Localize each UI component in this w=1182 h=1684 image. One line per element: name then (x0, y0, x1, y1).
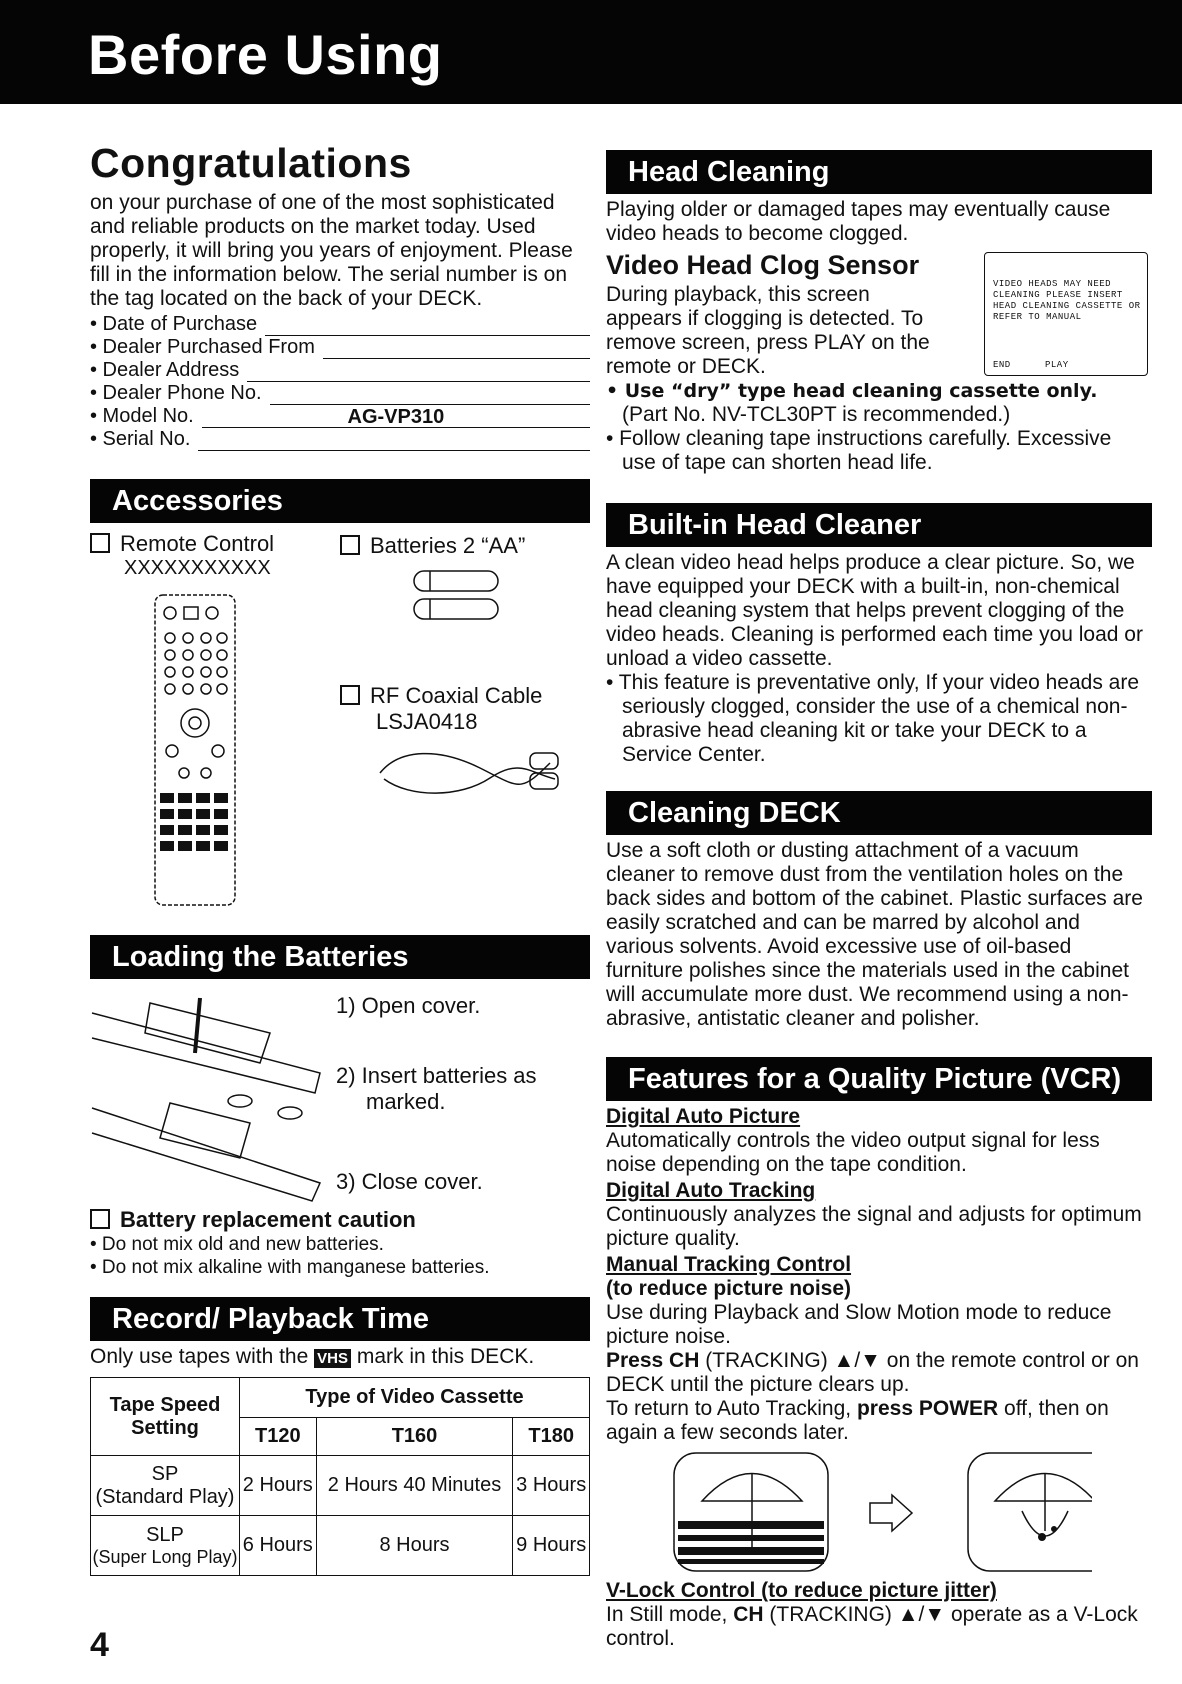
batteries-icon (410, 567, 510, 627)
table-row (91, 1456, 590, 1516)
remote-battery-cover-illustration (90, 983, 340, 1203)
speed-sub: (Standard Play) (95, 1485, 235, 1508)
builtin-text: A clean video head helps produce a clear picture. So, we have equipped your DECK with a built-in, non-chemical head cleaning system that helps prevent clogging of the video heads. Cleaning is performed each time you load or unload a video cassette. (606, 551, 1143, 670)
date-label: • Date of Purchase (90, 313, 258, 335)
features-header: Features for a Quality Picture (VCR) (606, 1057, 1152, 1101)
step-close-cover: 3) Close cover. (336, 1169, 483, 1194)
dealer-phone-label: • Dealer Phone No. (90, 382, 262, 404)
dap-text: Automatically controls the video output signal for less noise depending on the tape condition. (606, 1129, 1100, 1176)
caution-title-text: Battery replacement caution (120, 1207, 416, 1232)
cleaning-header: Cleaning DECK (606, 791, 1152, 835)
return-auto-text (606, 1397, 1152, 1445)
time-cell: 8 Hours (316, 1516, 513, 1576)
model-value: AG-VP310 (202, 408, 590, 428)
accessories-section (90, 523, 590, 933)
tape-t180: T180 (513, 1418, 590, 1456)
cable-label: RF Coaxial Cable (370, 683, 543, 708)
return-b: off, then on again a few seconds later. (606, 1397, 1109, 1444)
vlock-b: (TRACKING) ▲/▼ operate as a V-Lock control. (606, 1603, 1138, 1650)
dat-title: Digital Auto Tracking (606, 1179, 816, 1202)
dry-cassette-bullet: • Use “dry” type head cleaning cassette only. (606, 380, 1098, 402)
umbrella-noise-icon (672, 1451, 1092, 1575)
step-open-cover: 1) Open cover. (336, 993, 481, 1018)
follow-instructions-bullet: • Follow cleaning tape instructions carefully. Excessive use of tape can shorten head life. (606, 427, 1112, 474)
cable-item (340, 683, 542, 709)
cable-part-number: LSJA0418 (376, 709, 478, 734)
mtc-title: Manual Tracking Control (606, 1253, 852, 1276)
checkbox-icon (340, 685, 360, 705)
dap-title: Digital Auto Picture (606, 1105, 801, 1128)
record-intro-a: Only use tapes with the (90, 1345, 309, 1368)
page-number: 4 (90, 1626, 109, 1664)
table-row (91, 1516, 590, 1576)
vhs-logo: VHS (314, 1349, 351, 1368)
batteries-label: Batteries 2 “AA” (370, 533, 526, 558)
left-column (90, 140, 590, 1576)
speed-cell (91, 1516, 240, 1576)
col-tape-speed: Tape Speed Setting (91, 1378, 240, 1456)
time-cell: 2 Hours (240, 1456, 317, 1516)
accessories-header: Accessories (90, 479, 590, 523)
tape-t120: T120 (240, 1418, 317, 1456)
dealer-address-label: • Dealer Address (90, 359, 240, 381)
dealer-address-line (247, 362, 590, 382)
step-insert-batteries-cont: marked. (366, 1089, 446, 1114)
head-cleaning-intro: Playing older or damaged tapes may eventually cause video heads to become clogged. (606, 198, 1111, 245)
serial-line (198, 431, 590, 451)
screen-end: END (993, 360, 1011, 370)
remote-item (90, 531, 274, 557)
model-label: • Model No. (90, 405, 194, 427)
sensor-text: During playback, this screen appears if clogging is detected. To remove screen, press PLAY on the remote or DECK. (606, 283, 930, 378)
vlock-ch: CH (733, 1603, 764, 1626)
col-type-cassette: Type of Video Cassette (240, 1378, 590, 1418)
caution-item: • Do not mix old and new batteries. (90, 1234, 384, 1255)
dealer-from-line (323, 339, 590, 359)
registration-form (90, 313, 590, 451)
remote-control-icon (150, 593, 240, 913)
tracking-illustration (606, 1445, 1152, 1579)
remote-part-number: XXXXXXXXXXX (124, 557, 271, 579)
header-banner (0, 0, 1182, 104)
builtin-header: Built-in Head Cleaner (606, 503, 1152, 547)
mtc-text: Use during Playback and Slow Motion mode to reduce picture noise. (606, 1301, 1112, 1348)
builtin-bullet: • This feature is preventative only, If your video heads are seriously clogged, consider the use of a chemical non-abrasive head cleaning kit or take your DECK to a Service Center. (606, 671, 1140, 766)
speed-sub: (Super Long Play) (92, 1546, 238, 1567)
return-a: To return to Auto Tracking, (606, 1397, 852, 1420)
caution-item: • Do not mix alkaline with manganese batteries. (90, 1257, 490, 1278)
record-time-table (90, 1377, 590, 1576)
loading-header: Loading the Batteries (90, 935, 590, 979)
batteries-item (340, 533, 525, 559)
press-ch-text (606, 1349, 1152, 1397)
checkbox-icon (90, 1209, 110, 1229)
serial-label: • Serial No. (90, 428, 191, 450)
checkbox-icon (340, 535, 360, 555)
time-cell: 3 Hours (513, 1456, 590, 1516)
vlock-a: In Still mode, (606, 1603, 728, 1626)
press-ch-label: Press CH (606, 1349, 700, 1372)
time-cell: 9 Hours (513, 1516, 590, 1576)
head-cleaning-header: Head Cleaning (606, 150, 1152, 194)
vlock-title: V-Lock Control (to reduce picture jitter) (606, 1579, 997, 1602)
checkbox-icon (90, 533, 110, 553)
press-ch-rest: (TRACKING) ▲/▼ on the remote control or on DECK until the picture clears up. (606, 1349, 1139, 1396)
congrats-title: Congratulations (90, 140, 412, 186)
clog-warning-screen (984, 252, 1148, 376)
record-header: Record/ Playback Time (90, 1297, 590, 1341)
loading-section (90, 979, 590, 1209)
page-title: Before Using (88, 23, 443, 86)
screen-play: PLAY (1045, 360, 1069, 370)
coaxial-cable-icon (370, 743, 570, 803)
remote-label: Remote Control (120, 531, 275, 556)
time-cell: 6 Hours (240, 1516, 317, 1576)
speed-cell (91, 1456, 240, 1516)
sensor-title: Video Head Clog Sensor (606, 250, 920, 280)
date-line (265, 316, 590, 336)
dealer-phone-line (270, 385, 590, 405)
cleaning-text: Use a soft cloth or dusting attachment of a vacuum cleaner to remove dust from the ventilation holes on the back sides and bottom of the cabinet. Plastic surfaces are easily scratched and can be marred by alcohol and various solvents. Avoid excessive use of oil-based furniture polishes since the materials used in the cabinet will accumulate more dust. We recommend using a non-abrasive, antistatic cleaner and polisher. (606, 839, 1143, 1030)
part-number-note: (Part No. NV-TCL30PT is recommended.) (622, 403, 1011, 426)
mtc-subtitle: (to reduce picture noise) (606, 1277, 852, 1300)
speed-name: SLP (146, 1523, 184, 1546)
dat-text: Continuously analyzes the signal and adjusts for optimum picture quality. (606, 1203, 1142, 1250)
congrats-text: on your purchase of one of the most sophisticated and reliable products on the market today. Used properly, it will bring you years of enjoyment. Please fill in the information below. The serial number is on the tag located on the back of your DECK. (90, 191, 573, 310)
record-intro (90, 1345, 590, 1371)
caution-title (90, 1207, 590, 1233)
step-insert-batteries: 2) Insert batteries as (336, 1063, 537, 1088)
screen-warning-text: VIDEO HEADS MAY NEED CLEANING PLEASE INSERT HEAD CLEANING CASSETTE OR REFER TO MANUAL (993, 279, 1141, 322)
press-power-label: press POWER (856, 1397, 999, 1420)
speed-name: SP (151, 1462, 179, 1485)
record-intro-b: mark in this DECK. (356, 1345, 535, 1368)
vlock-text (606, 1603, 1152, 1651)
dealer-from-label: • Dealer Purchased From (90, 336, 315, 358)
time-cell: 2 Hours 40 Minutes (316, 1456, 513, 1516)
tape-t160: T160 (316, 1418, 513, 1456)
